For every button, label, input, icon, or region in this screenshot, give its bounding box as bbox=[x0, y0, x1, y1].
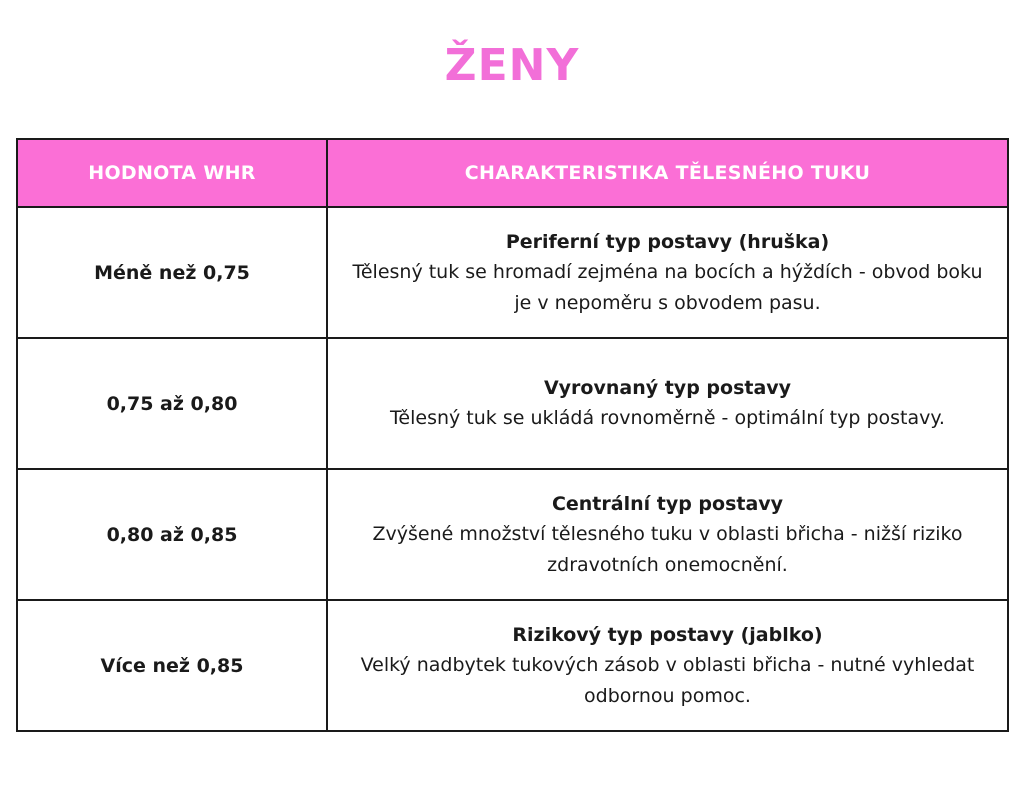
body-type-description: Tělesný tuk se hromadí zejména na bocích a hýždích - obvod boku je v nepoměru s obvodem pasu. bbox=[352, 260, 983, 314]
whr-value-cell: 0,75 až 0,80 bbox=[17, 338, 327, 469]
header-row bbox=[17, 139, 1008, 207]
body-type-title: Centrální typ postavy bbox=[551, 492, 784, 515]
characteristic-cell bbox=[327, 338, 1008, 469]
body-type-description: Tělesný tuk se ukládá rovnoměrně - optimální typ postavy. bbox=[390, 407, 945, 429]
body-type-title: Vyrovnaný typ postavy bbox=[543, 377, 792, 399]
table-row bbox=[17, 338, 1008, 469]
whr-value-cell: 0,80 až 0,85 bbox=[17, 469, 327, 600]
characteristic-cell bbox=[327, 469, 1008, 600]
page-title: ŽENY bbox=[444, 40, 580, 91]
whr-value-cell: Méně než 0,75 bbox=[17, 207, 327, 338]
header-fat-characteristic: CHARAKTERISTIKA TĚLESNÉHO TUKU bbox=[327, 139, 1008, 207]
body-type-description: Velký nadbytek tukových zásob v oblasti břicha - nutné vyhledat odbornou pomoc. bbox=[360, 653, 975, 707]
table-row bbox=[17, 207, 1008, 338]
table-row bbox=[17, 600, 1008, 731]
body-type-title: Rizikový typ postavy (jablko) bbox=[512, 623, 823, 646]
characteristic-cell bbox=[327, 207, 1008, 338]
table-row bbox=[17, 469, 1008, 600]
characteristic-cell bbox=[327, 600, 1008, 731]
body-type-title: Periferní typ postavy (hruška) bbox=[505, 230, 830, 253]
body-type-description: Zvýšené množství tělesného tuku v oblasti břicha - nižší riziko zdravotních onemocnění. bbox=[372, 522, 963, 576]
whr-table bbox=[16, 138, 1009, 732]
whr-value-cell: Více než 0,85 bbox=[17, 600, 327, 731]
header-whr-value: HODNOTA WHR bbox=[17, 139, 327, 207]
